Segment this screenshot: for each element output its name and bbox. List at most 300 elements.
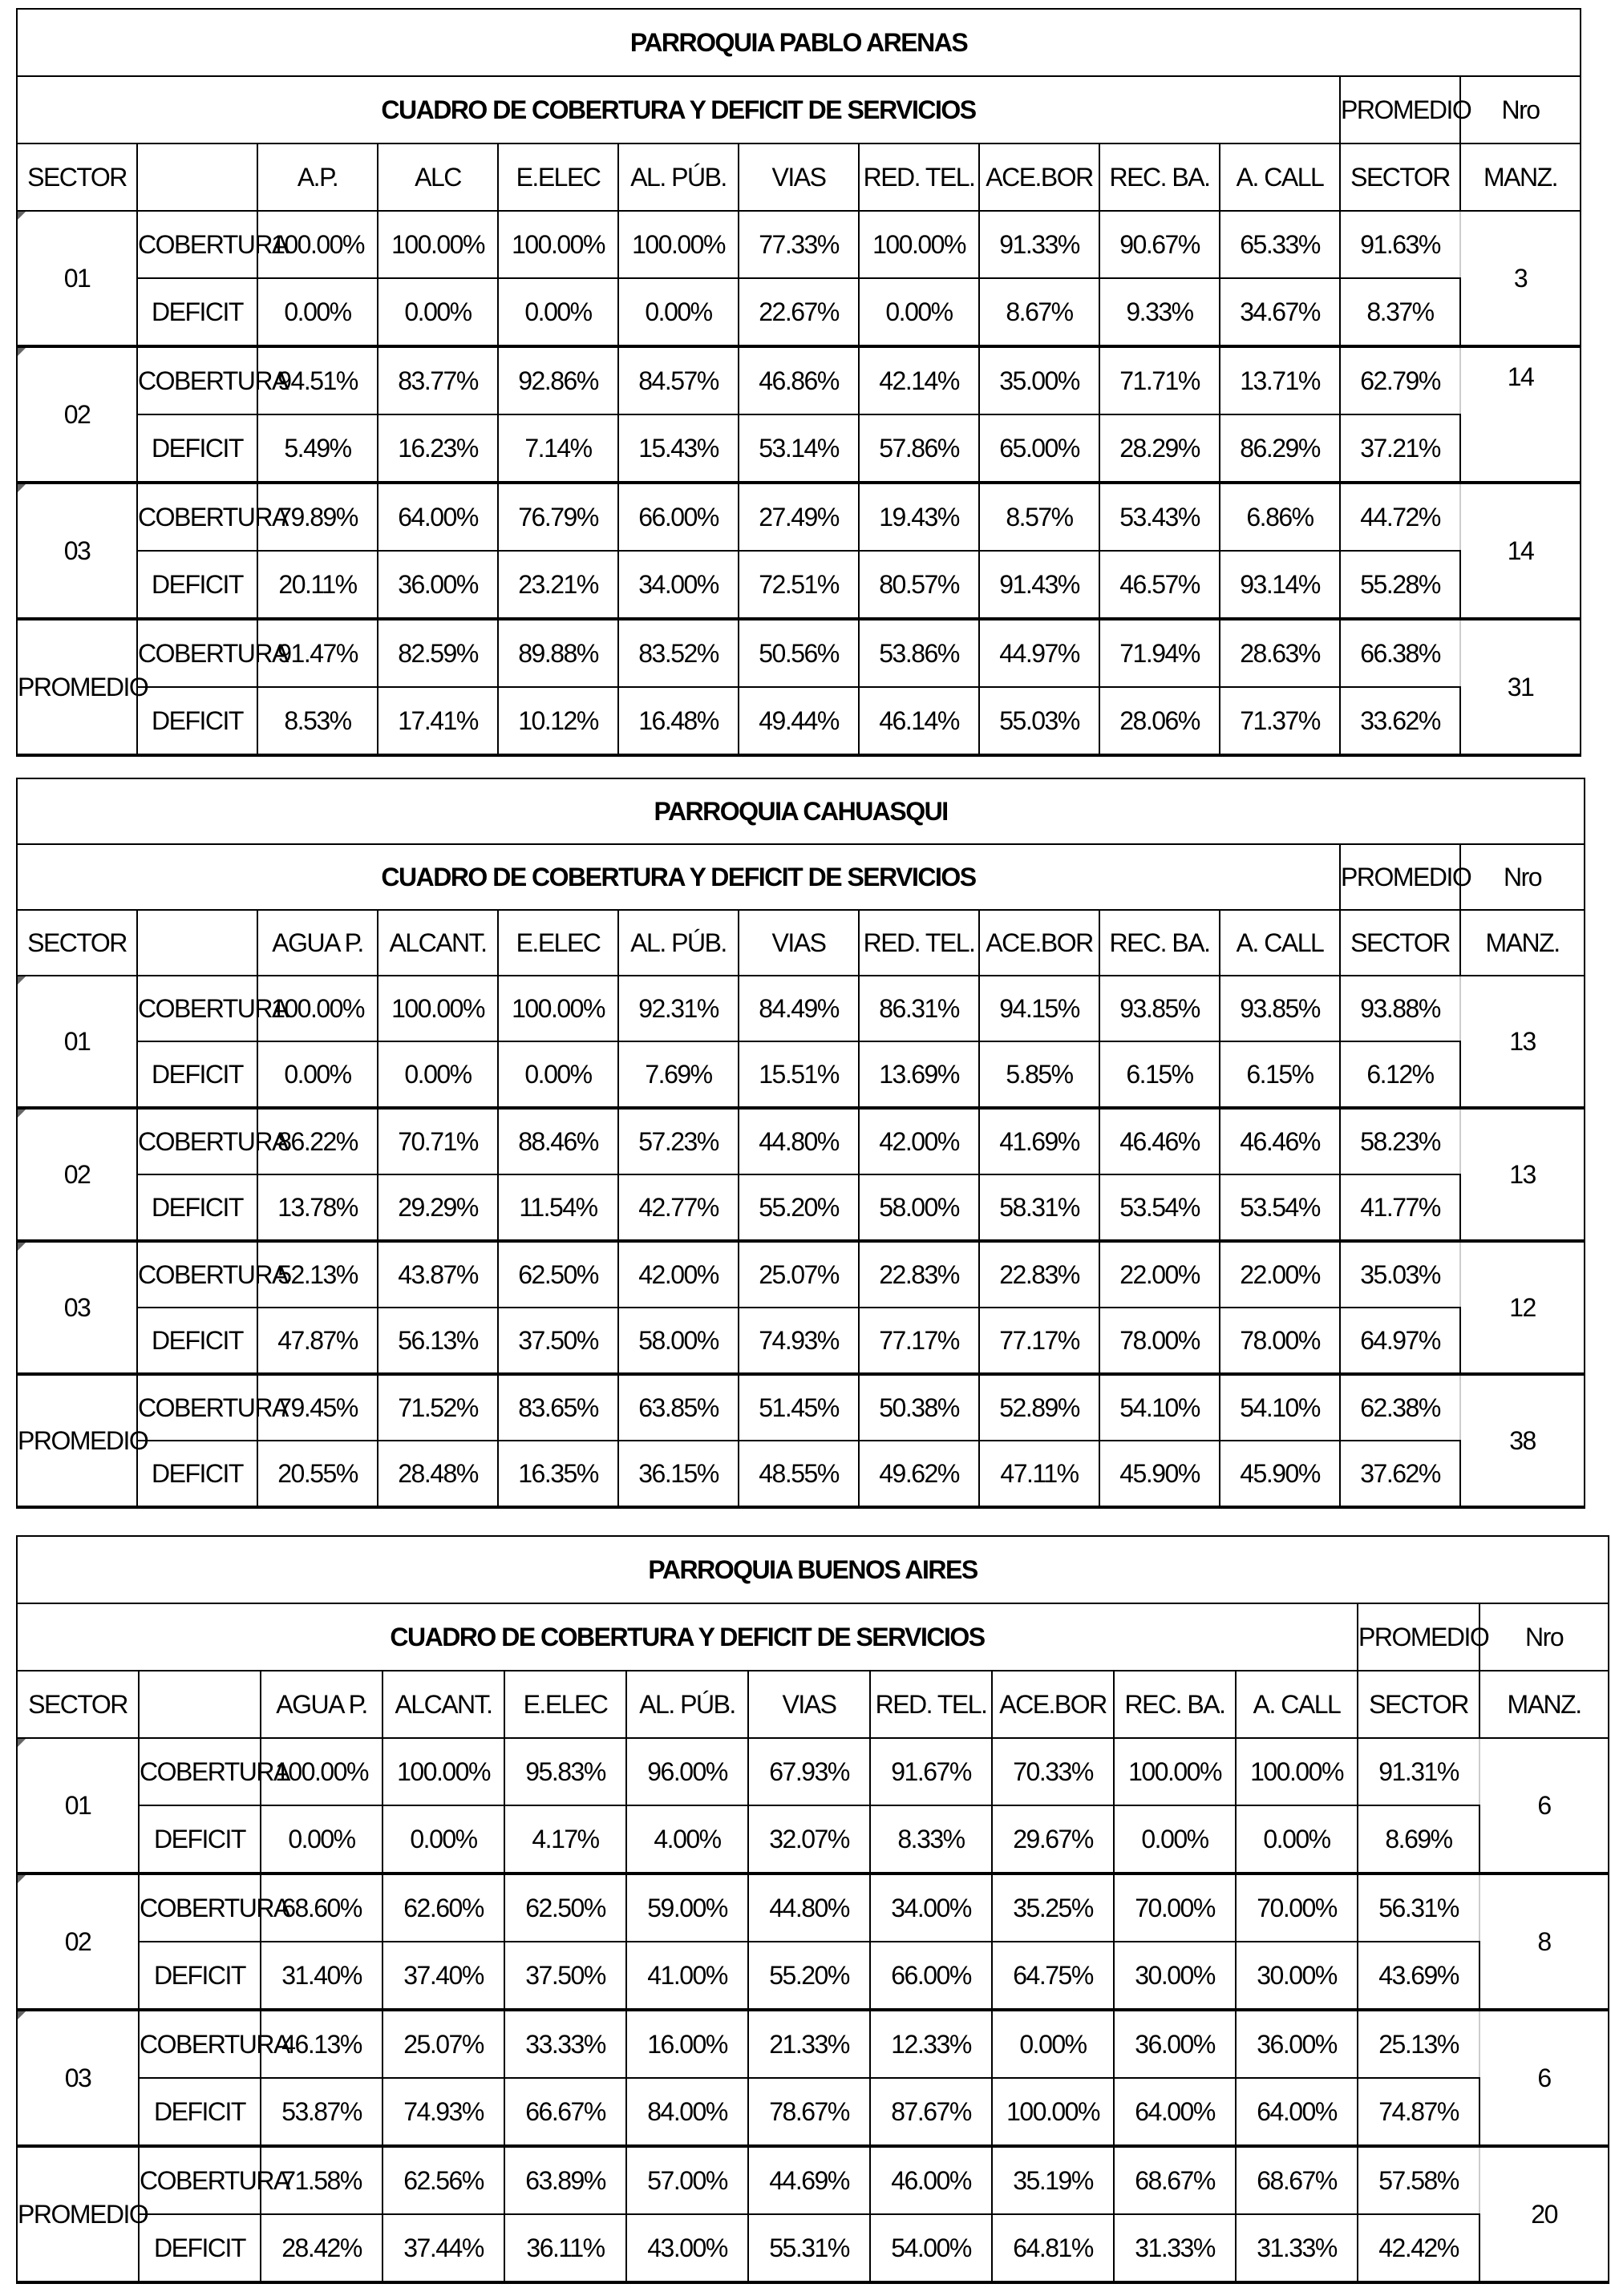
- table-subtitle: CUADRO DE COBERTURA Y DEFICIT DE SERVICIOS: [17, 844, 1340, 910]
- parroquia-title: PARROQUIA CAHUASQUI: [17, 778, 1585, 844]
- value-cell: 42.00%: [618, 1241, 739, 1308]
- value-cell: 71.58%: [261, 2146, 383, 2214]
- value-cell: 0.00%: [1114, 1805, 1236, 1874]
- value-cell: 57.86%: [859, 414, 979, 483]
- sector-label: 01: [64, 1790, 91, 1820]
- service-column-header: A. CALL: [1236, 1671, 1358, 1738]
- value-cell: 68.60%: [261, 1874, 383, 1942]
- value-cell: 0.00%: [992, 2010, 1114, 2078]
- sector-label: PROMEDIO: [18, 2199, 148, 2229]
- value-cell: 22.83%: [979, 1241, 1099, 1308]
- value-cell: 94.15%: [979, 976, 1099, 1041]
- manzanas-cell: [1479, 1874, 1609, 2010]
- row-type-label: DEFICIT: [137, 1441, 257, 1507]
- value-cell: 76.79%: [498, 483, 618, 551]
- value-cell: 78.00%: [1220, 1308, 1340, 1374]
- value-cell: 53.14%: [739, 414, 859, 483]
- promedio-cell: 62.79%: [1340, 346, 1460, 414]
- sector-cell: [17, 2146, 148, 2282]
- row-type-label: DEFICIT: [139, 2078, 261, 2146]
- table-row: [17, 1942, 1609, 2010]
- value-cell: 70.00%: [1236, 1874, 1358, 1942]
- row-type-label: DEFICIT: [137, 414, 257, 483]
- service-column-header: AL. PÚB.: [618, 144, 739, 211]
- value-cell: 90.67%: [1099, 211, 1220, 278]
- value-cell: 49.44%: [739, 687, 859, 755]
- value-cell: 50.38%: [859, 1374, 979, 1441]
- value-cell: 0.00%: [257, 278, 378, 346]
- value-cell: 57.23%: [618, 1108, 739, 1174]
- row-type-label: DEFICIT: [139, 1942, 261, 2010]
- manzanas-cell: [1479, 2146, 1609, 2282]
- sector-cell: [17, 211, 137, 346]
- service-column-header: REC. BA.: [1114, 1671, 1236, 1738]
- value-cell: 78.67%: [748, 2078, 870, 2146]
- value-cell: 62.60%: [383, 1874, 504, 1942]
- value-cell: 13.69%: [859, 1041, 979, 1108]
- value-cell: 58.00%: [618, 1308, 739, 1374]
- promedio-cell: 6.12%: [1340, 1041, 1460, 1108]
- value-cell: 92.31%: [618, 976, 739, 1041]
- value-cell: 31.33%: [1236, 2214, 1358, 2282]
- row-type-label: DEFICIT: [137, 1174, 257, 1241]
- value-cell: 35.25%: [992, 1874, 1114, 1942]
- coverage-table: [16, 8, 1581, 757]
- manzanas-value: 6: [1537, 2063, 1551, 2092]
- promedio-cell: 57.58%: [1358, 2146, 1479, 2214]
- value-cell: 70.00%: [1114, 1874, 1236, 1942]
- sector-label: 01: [63, 1026, 91, 1056]
- nro-header: Nro: [1460, 844, 1585, 910]
- table-row: [17, 2010, 1609, 2078]
- value-cell: 8.53%: [257, 687, 378, 755]
- service-column-header: ACE.BOR: [979, 144, 1099, 211]
- value-cell: 55.03%: [979, 687, 1099, 755]
- promedio-cell: 64.97%: [1340, 1308, 1460, 1374]
- value-cell: 95.83%: [504, 1738, 626, 1805]
- value-cell: 45.90%: [1220, 1441, 1340, 1507]
- value-cell: 6.15%: [1220, 1041, 1340, 1108]
- nro-header: Nro: [1479, 1603, 1609, 1671]
- value-cell: 71.37%: [1220, 687, 1340, 755]
- value-cell: 28.48%: [378, 1441, 498, 1507]
- value-cell: 23.21%: [498, 551, 618, 619]
- promedio-header: PROMEDIO: [1340, 76, 1460, 144]
- value-cell: 46.14%: [859, 687, 979, 755]
- value-cell: 79.89%: [257, 483, 378, 551]
- value-cell: 62.50%: [498, 1241, 618, 1308]
- promedio-sector-header: SECTOR: [1340, 910, 1460, 976]
- value-cell: 84.57%: [618, 346, 739, 414]
- promedio-cell: 37.62%: [1340, 1441, 1460, 1507]
- table-row: [17, 278, 1581, 346]
- value-cell: 70.71%: [378, 1108, 498, 1174]
- value-cell: 22.83%: [859, 1241, 979, 1308]
- table-row: [17, 211, 1581, 278]
- value-cell: 64.00%: [378, 483, 498, 551]
- table-row: [17, 346, 1581, 414]
- parroquia-title: PARROQUIA PABLO ARENAS: [17, 9, 1581, 76]
- sector-cell: [17, 1738, 139, 1874]
- value-cell: 86.22%: [257, 1108, 378, 1174]
- manzanas-cell: [1460, 1241, 1585, 1374]
- value-cell: 13.71%: [1220, 346, 1340, 414]
- service-column-header: E.ELEC: [498, 910, 618, 976]
- coverage-table-block: [16, 8, 1581, 757]
- sector-cell: [17, 1374, 148, 1507]
- row-type-label: DEFICIT: [137, 278, 257, 346]
- value-cell: 41.69%: [979, 1108, 1099, 1174]
- value-cell: 25.07%: [739, 1241, 859, 1308]
- promedio-cell: 66.38%: [1340, 619, 1460, 687]
- value-cell: 83.52%: [618, 619, 739, 687]
- value-cell: 22.00%: [1099, 1241, 1220, 1308]
- value-cell: 20.55%: [257, 1441, 378, 1507]
- value-cell: 27.49%: [739, 483, 859, 551]
- value-cell: 71.52%: [378, 1374, 498, 1441]
- value-cell: 80.57%: [859, 551, 979, 619]
- value-cell: 53.54%: [1220, 1174, 1340, 1241]
- sector-cell: [17, 976, 137, 1108]
- promedio-cell: 62.38%: [1340, 1374, 1460, 1441]
- value-cell: 11.54%: [498, 1174, 618, 1241]
- parroquia-title: PARROQUIA BUENOS AIRES: [17, 1536, 1609, 1603]
- value-cell: 4.00%: [626, 1805, 748, 1874]
- value-cell: 12.33%: [870, 2010, 992, 2078]
- value-cell: 15.51%: [739, 1041, 859, 1108]
- value-cell: 66.00%: [618, 483, 739, 551]
- value-cell: 87.67%: [870, 2078, 992, 2146]
- value-cell: 72.51%: [739, 551, 859, 619]
- value-cell: 71.94%: [1099, 619, 1220, 687]
- value-cell: 44.97%: [979, 619, 1099, 687]
- value-cell: 8.67%: [979, 278, 1099, 346]
- manzanas-cell: [1460, 1108, 1585, 1241]
- promedio-cell: 8.69%: [1358, 1805, 1479, 1874]
- value-cell: 37.44%: [383, 2214, 504, 2282]
- value-cell: 15.43%: [618, 414, 739, 483]
- sector-label: PROMEDIO: [18, 1425, 148, 1455]
- table-row: [17, 2146, 1609, 2214]
- sector-label: 01: [63, 263, 91, 293]
- value-cell: 100.00%: [1114, 1738, 1236, 1805]
- value-cell: 37.50%: [498, 1308, 618, 1374]
- value-cell: 70.33%: [992, 1738, 1114, 1805]
- manzanas-value: 13: [1509, 1026, 1536, 1056]
- value-cell: 93.85%: [1099, 976, 1220, 1041]
- value-cell: 35.00%: [979, 346, 1099, 414]
- value-cell: 0.00%: [618, 278, 739, 346]
- service-column-header: REC. BA.: [1099, 910, 1220, 976]
- service-column-header: RED. TEL.: [870, 1671, 992, 1738]
- value-cell: 46.57%: [1099, 551, 1220, 619]
- row-type-label: DEFICIT: [137, 1041, 257, 1108]
- promedio-cell: 43.69%: [1358, 1942, 1479, 2010]
- manzanas-value: 14: [1507, 362, 1534, 391]
- value-cell: 6.15%: [1099, 1041, 1220, 1108]
- table-row: [17, 687, 1581, 755]
- row-type-label: COBERTURA: [137, 619, 257, 687]
- value-cell: 65.00%: [979, 414, 1099, 483]
- value-cell: 46.46%: [1099, 1108, 1220, 1174]
- service-column-header: RED. TEL.: [859, 144, 979, 211]
- manzanas-header: MANZ.: [1479, 1671, 1609, 1738]
- nro-header: Nro: [1460, 76, 1581, 144]
- row-type-label: COBERTURA: [139, 2010, 261, 2078]
- row-type-label: DEFICIT: [137, 1308, 257, 1374]
- manzanas-value: 8: [1537, 1926, 1551, 1956]
- sector-label: 03: [63, 1292, 91, 1322]
- value-cell: 21.33%: [748, 2010, 870, 2078]
- table-row: [17, 619, 1581, 687]
- promedio-cell: 33.62%: [1340, 687, 1460, 755]
- value-cell: 52.13%: [257, 1241, 378, 1308]
- service-column-header: AGUA P.: [261, 1671, 383, 1738]
- sector-cell: [17, 346, 137, 483]
- manzanas-cell: [1479, 1738, 1609, 1874]
- promedio-cell: 56.31%: [1358, 1874, 1479, 1942]
- value-cell: 92.86%: [498, 346, 618, 414]
- comment-marker-icon: [18, 484, 26, 492]
- sector-cell: [17, 483, 137, 619]
- promedio-cell: 42.42%: [1358, 2214, 1479, 2282]
- value-cell: 37.40%: [383, 1942, 504, 2010]
- sector-cell: [17, 2010, 139, 2146]
- row-type-header: [139, 1671, 261, 1738]
- value-cell: 28.42%: [261, 2214, 383, 2282]
- value-cell: 25.07%: [383, 2010, 504, 2078]
- value-cell: 36.00%: [1236, 2010, 1358, 2078]
- value-cell: 30.00%: [1236, 1942, 1358, 2010]
- value-cell: 82.59%: [378, 619, 498, 687]
- value-cell: 57.00%: [626, 2146, 748, 2214]
- table-subtitle: CUADRO DE COBERTURA Y DEFICIT DE SERVICIOS: [17, 1603, 1358, 1671]
- row-type-label: COBERTURA: [137, 211, 257, 278]
- value-cell: 91.67%: [870, 1738, 992, 1805]
- service-column-header: ACE.BOR: [979, 910, 1099, 976]
- value-cell: 62.56%: [383, 2146, 504, 2214]
- manzanas-header: MANZ.: [1460, 910, 1585, 976]
- value-cell: 7.69%: [618, 1041, 739, 1108]
- value-cell: 36.00%: [378, 551, 498, 619]
- row-type-label: COBERTURA: [137, 346, 257, 414]
- value-cell: 54.10%: [1099, 1374, 1220, 1441]
- table-row: [17, 1308, 1585, 1374]
- value-cell: 100.00%: [498, 976, 618, 1041]
- value-cell: 13.78%: [257, 1174, 378, 1241]
- value-cell: 91.47%: [257, 619, 378, 687]
- value-cell: 16.35%: [498, 1441, 618, 1507]
- value-cell: 91.33%: [979, 211, 1099, 278]
- value-cell: 29.67%: [992, 1805, 1114, 1874]
- value-cell: 71.71%: [1099, 346, 1220, 414]
- value-cell: 30.00%: [1114, 1942, 1236, 2010]
- value-cell: 64.75%: [992, 1942, 1114, 2010]
- value-cell: 62.50%: [504, 1874, 626, 1942]
- service-column-header: AL. PÚB.: [626, 1671, 748, 1738]
- value-cell: 46.86%: [739, 346, 859, 414]
- manzanas-cell: [1460, 211, 1581, 346]
- row-type-label: DEFICIT: [139, 2214, 261, 2282]
- value-cell: 36.00%: [1114, 2010, 1236, 2078]
- comment-marker-icon: [18, 1875, 26, 1883]
- promedio-cell: 8.37%: [1340, 278, 1460, 346]
- row-type-label: COBERTURA: [139, 1738, 261, 1805]
- value-cell: 4.17%: [504, 1805, 626, 1874]
- table-row: [17, 1441, 1585, 1507]
- value-cell: 67.93%: [748, 1738, 870, 1805]
- service-column-header: A. CALL: [1220, 144, 1340, 211]
- manzanas-value: 14: [1507, 536, 1534, 565]
- row-type-label: COBERTURA: [137, 483, 257, 551]
- value-cell: 64.00%: [1114, 2078, 1236, 2146]
- value-cell: 100.00%: [498, 211, 618, 278]
- table-row: [17, 2078, 1609, 2146]
- value-cell: 22.00%: [1220, 1241, 1340, 1308]
- table-row: [17, 976, 1585, 1041]
- value-cell: 32.07%: [748, 1805, 870, 1874]
- service-column-header: E.ELEC: [504, 1671, 626, 1738]
- row-type-label: COBERTURA: [137, 1108, 257, 1174]
- value-cell: 43.00%: [626, 2214, 748, 2282]
- value-cell: 46.00%: [870, 2146, 992, 2214]
- manzanas-cell: [1460, 619, 1581, 755]
- value-cell: 49.62%: [859, 1441, 979, 1507]
- table-row: [17, 414, 1581, 483]
- service-column-header: VIAS: [748, 1671, 870, 1738]
- service-column-header: ALC: [378, 144, 498, 211]
- value-cell: 46.46%: [1220, 1108, 1340, 1174]
- comment-marker-icon: [18, 976, 26, 984]
- row-type-header: [137, 144, 257, 211]
- value-cell: 8.33%: [870, 1805, 992, 1874]
- sector-header: SECTOR: [17, 144, 137, 211]
- service-column-header: A.P.: [257, 144, 378, 211]
- coverage-table-block: [16, 778, 1585, 1509]
- value-cell: 54.10%: [1220, 1374, 1340, 1441]
- value-cell: 44.80%: [748, 1874, 870, 1942]
- manzanas-cell: [1460, 483, 1581, 619]
- service-column-header: AL. PÚB.: [618, 910, 739, 976]
- value-cell: 28.29%: [1099, 414, 1220, 483]
- value-cell: 56.13%: [378, 1308, 498, 1374]
- coverage-table: [16, 1535, 1609, 2284]
- value-cell: 93.85%: [1220, 976, 1340, 1041]
- value-cell: 0.00%: [257, 1041, 378, 1108]
- comment-marker-icon: [18, 212, 26, 220]
- sector-label: 02: [64, 1926, 91, 1956]
- sector-label: 02: [63, 399, 91, 429]
- value-cell: 0.00%: [378, 278, 498, 346]
- value-cell: 58.00%: [859, 1174, 979, 1241]
- manzanas-header: MANZ.: [1460, 144, 1581, 211]
- row-type-label: COBERTURA: [137, 1374, 257, 1441]
- table-row: [17, 1174, 1585, 1241]
- service-column-header: ALCANT.: [378, 910, 498, 976]
- value-cell: 53.87%: [261, 2078, 383, 2146]
- value-cell: 0.00%: [378, 1041, 498, 1108]
- sector-label: 03: [64, 2063, 91, 2092]
- value-cell: 28.06%: [1099, 687, 1220, 755]
- row-type-label: COBERTURA: [139, 2146, 261, 2214]
- row-type-label: DEFICIT: [139, 1805, 261, 1874]
- value-cell: 100.00%: [618, 211, 739, 278]
- service-column-header: REC. BA.: [1099, 144, 1220, 211]
- table-row: [17, 1874, 1609, 1942]
- value-cell: 53.43%: [1099, 483, 1220, 551]
- value-cell: 0.00%: [1236, 1805, 1358, 1874]
- value-cell: 0.00%: [498, 1041, 618, 1108]
- value-cell: 100.00%: [378, 976, 498, 1041]
- value-cell: 84.49%: [739, 976, 859, 1041]
- value-cell: 10.12%: [498, 687, 618, 755]
- value-cell: 77.33%: [739, 211, 859, 278]
- value-cell: 68.67%: [1114, 2146, 1236, 2214]
- value-cell: 46.13%: [261, 2010, 383, 2078]
- promedio-cell: 91.63%: [1340, 211, 1460, 278]
- table-row: [17, 1805, 1609, 1874]
- value-cell: 94.51%: [257, 346, 378, 414]
- value-cell: 34.00%: [870, 1874, 992, 1942]
- value-cell: 16.23%: [378, 414, 498, 483]
- value-cell: 0.00%: [261, 1805, 383, 1874]
- promedio-cell: 37.21%: [1340, 414, 1460, 483]
- value-cell: 0.00%: [859, 278, 979, 346]
- value-cell: 34.00%: [618, 551, 739, 619]
- coverage-table-block: [16, 1535, 1609, 2284]
- value-cell: 59.00%: [626, 1874, 748, 1942]
- value-cell: 55.20%: [748, 1942, 870, 2010]
- value-cell: 64.81%: [992, 2214, 1114, 2282]
- value-cell: 86.29%: [1220, 414, 1340, 483]
- value-cell: 35.19%: [992, 2146, 1114, 2214]
- value-cell: 100.00%: [257, 976, 378, 1041]
- row-type-label: COBERTURA: [137, 1241, 257, 1308]
- value-cell: 31.33%: [1114, 2214, 1236, 2282]
- manzanas-value: 6: [1537, 1790, 1551, 1820]
- table-row: [17, 2214, 1609, 2282]
- value-cell: 6.86%: [1220, 483, 1340, 551]
- promedio-cell: 55.28%: [1340, 551, 1460, 619]
- manzanas-cell: [1460, 1374, 1585, 1507]
- value-cell: 83.65%: [498, 1374, 618, 1441]
- sector-label: 03: [63, 536, 91, 565]
- promedio-cell: 58.23%: [1340, 1108, 1460, 1174]
- promedio-header: PROMEDIO: [1358, 1603, 1479, 1671]
- value-cell: 55.20%: [739, 1174, 859, 1241]
- value-cell: 5.85%: [979, 1041, 1099, 1108]
- value-cell: 28.63%: [1220, 619, 1340, 687]
- value-cell: 42.00%: [859, 1108, 979, 1174]
- value-cell: 44.80%: [739, 1108, 859, 1174]
- value-cell: 9.33%: [1099, 278, 1220, 346]
- promedio-cell: 35.03%: [1340, 1241, 1460, 1308]
- value-cell: 65.33%: [1220, 211, 1340, 278]
- table-row: [17, 1738, 1609, 1805]
- value-cell: 36.11%: [504, 2214, 626, 2282]
- row-type-label: COBERTURA: [139, 1874, 261, 1942]
- value-cell: 91.43%: [979, 551, 1099, 619]
- value-cell: 8.57%: [979, 483, 1099, 551]
- value-cell: 0.00%: [498, 278, 618, 346]
- sector-cell: [17, 1874, 139, 2010]
- value-cell: 100.00%: [261, 1738, 383, 1805]
- table-subtitle: CUADRO DE COBERTURA Y DEFICIT DE SERVICIOS: [17, 76, 1340, 144]
- value-cell: 22.67%: [739, 278, 859, 346]
- value-cell: 66.67%: [504, 2078, 626, 2146]
- promedio-cell: 25.13%: [1358, 2010, 1479, 2078]
- sector-cell: [17, 619, 148, 755]
